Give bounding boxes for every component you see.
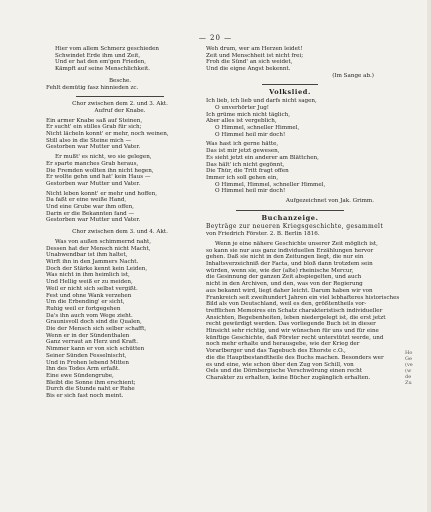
- prose-line: gehen. Daß sie nicht in den Zeitungen liegt, die nur ein: [206, 254, 364, 261]
- notice-body: [206, 240, 400, 382]
- verse-line: Und die eigne Angst bekennt.: [206, 66, 291, 73]
- verse-line: Ein armer Knabe saß auf Steinen,: [46, 117, 143, 124]
- verse-line: Er wollte gehn und hat' kein Haus —: [46, 174, 151, 181]
- verse-line: Dessen hat der Mensch nicht Macht,: [46, 245, 151, 252]
- verse-line: Wirft ihn in den Jammers Nacht.: [46, 258, 139, 265]
- margin-note-line: (w: [405, 368, 412, 374]
- prose-line: künftige Geschichte, daß Förster recht unterstützt werde, und: [206, 334, 384, 341]
- poem-title: Volkslied.: [269, 87, 311, 96]
- section-subheading: Aufruf der Knabe.: [94, 107, 146, 114]
- prose-line: noch mehr erhalte und herausgebe, wie der Krieg der: [206, 341, 360, 348]
- prose-line: Ansichten, Begebenheiten, leben niedergelegt ist, die erst jetzt: [206, 314, 386, 321]
- verse-line: Und er hat den em'gen Frieden,: [55, 59, 147, 66]
- section-divider: [262, 84, 318, 85]
- verse-line: Um die Erbending' er sicht,: [46, 299, 125, 306]
- stage-direction: (Im Sange ab.): [332, 72, 374, 79]
- page-edge: [427, 0, 431, 512]
- margin-note: [405, 350, 425, 386]
- verse-line: Still also in die Steine mich —: [46, 137, 132, 144]
- verse-line: Es sieht jetzt ein anderer am Blättchen,: [206, 154, 319, 161]
- verse-line: Gestorben war Mutter und Vater.: [46, 217, 141, 224]
- verse-line: Ich lieb, ich lieb und darfs nicht sagen,: [206, 98, 317, 105]
- verse-line: Weh drum, wer am Herzen leidet!: [206, 46, 303, 52]
- section-divider: [236, 210, 344, 211]
- poem-signature: Aufgezeichnet von Jak. Grimm.: [285, 198, 374, 205]
- verse-line: Zeit und Menschheit ist nicht frei;: [206, 52, 304, 59]
- prose-line: würden, wenn sie, wie der (alte) rheinische Mercur,: [206, 267, 354, 274]
- verse-line: Die Thür, die Tritt fragt offen: [206, 168, 289, 175]
- verse-line: Hier vom allem Schmerz geschieden: [55, 46, 160, 52]
- verse-line: Das ist mir jetzt gewesen,: [206, 148, 280, 155]
- margin-note-line: (ve: [405, 362, 413, 368]
- prose-line: die die Hauptbestandtheile des Buchs machen. Besonders wer: [206, 354, 384, 361]
- prose-line: trefflichen Memoires ein Schatz charakteristisch individueller: [206, 307, 383, 314]
- verse-line: O Himmel heil mir doch!: [215, 131, 286, 138]
- verse-line: Das hält' ich nicht gegönnt,: [206, 161, 285, 168]
- verse-line: O unverhörter Jug!: [215, 104, 270, 111]
- verse-line: O Himmel, Himmel, schneller Himmel,: [215, 181, 326, 188]
- verse-line: Und in Frohen lebend Mitten: [46, 359, 129, 366]
- verse-line: Ganz verraut an Herz und Kraft.: [46, 339, 139, 346]
- verse-line: Nicht leben konnt' er mehr und hoffen,: [46, 190, 157, 197]
- verse-line: Seiner Sünden Fesselnischt,: [46, 352, 127, 359]
- prose-line: aus bekannt wird, liegt daher leicht. Darum haben wir von: [206, 287, 373, 294]
- verse-line: O Himmel, schneller Himmel,: [215, 125, 300, 132]
- verse-line: Nicht lächeln konnt' er mehr, noch weinen,: [46, 131, 169, 138]
- prose-line: Hinsicht sehr richtig, und wir wünschen für uns und für eine: [206, 328, 379, 335]
- prose-line: nicht in den Archiven, und den, was von der Regierung: [206, 281, 363, 288]
- prose-line: Bild als von Deutschland, weil es den, größtentheils vor-: [206, 301, 367, 308]
- verse-line: Ich grüme mich nicht täglich,: [206, 111, 290, 118]
- margin-note-line: Ge: [405, 356, 412, 362]
- verse-line: Bleibt die Sonne ihm erschient;: [46, 379, 136, 386]
- verse-line: Nimmer kann er von sich schütten: [46, 346, 145, 353]
- prose-line: Inhaltsverzeichniß der Facta, und bloß dann trotzdem sein: [206, 260, 373, 267]
- notice-subtitle: Beyträge zur neueren Kriegsgeschichte, gesammelt: [206, 223, 384, 231]
- verse-line: Und Hellig weiß er zu meiden,: [46, 279, 133, 286]
- verse-line: Doch der Stärke kennt kein Leiden,: [46, 265, 148, 272]
- left-column: [46, 46, 194, 400]
- verse-line: Die Fremden wollten ihn nicht hegen,: [46, 167, 154, 174]
- section-heading: Chor zwischen dem 3. und 4. Akt.: [72, 229, 168, 236]
- verse-line: Er mußt' es nicht, wo sie gelegen,: [55, 154, 152, 161]
- verse-line: Darin er die Bekannten fand —: [46, 210, 135, 217]
- verse-line: Er sucht' ein stilles Grab für sich;: [46, 124, 142, 131]
- verse-line: Ruhig weil er fortgegehen: [46, 305, 121, 312]
- verse-line: Was hast ich gerne hätte,: [206, 141, 279, 148]
- verse-line: Bis er sich fast noch meint.: [46, 393, 124, 400]
- verse-line: Durch die Stunde naht er Ruhe: [46, 386, 135, 393]
- margin-note-line: Zu: [405, 380, 412, 386]
- verse-line: Ihn des Todes Arm erfaßt.: [46, 366, 120, 373]
- verse-line: Was nicht in ihm heimlich ist,: [46, 272, 130, 279]
- prose-line: recht gewürdigt werden. Das vorliegende Buch ist in dieser: [206, 321, 376, 328]
- verse-line: Die der Mensch sich selber schafft,: [46, 326, 147, 333]
- notice-subtitle: von Friedrich Förster. 2. B. Berlin 1816.: [206, 231, 320, 238]
- prose-line: die Gesinnung der ganzen Zeit abspiegelten, und auch: [206, 274, 362, 281]
- verse-line: Graunisvoll doch sind die Qualen,: [46, 319, 142, 326]
- prose-line: es und eine, wie schon über den Zug von Schill, von: [206, 361, 354, 368]
- prose-line: Oels und die Dörnbergische Verschwörung einen recht: [206, 368, 362, 375]
- verse-line: Weil er nicht sich selbst vergißt.: [46, 285, 138, 292]
- verse-line: Gestorben war Mutter und Vater.: [46, 144, 141, 151]
- verse-line: Da's ihn auch vom Wege zieht.: [46, 312, 133, 319]
- margin-note-line: de: [405, 374, 412, 380]
- verse-line: Und eine Grube war ihm offen,: [46, 204, 134, 211]
- section-heading: Chor zwischen dem 2. und 3. Akt.: [72, 101, 168, 108]
- stage-note: Fehlt demütig fasz hinnieden zc.: [46, 84, 139, 91]
- verse-line: Fest und ohne Wank verzehen: [46, 292, 132, 299]
- verse-line: Was von außen schimmernd naht,: [55, 238, 152, 245]
- prose-line: Vorarlberger und das Tagebuch des Ehorste c.O.,: [206, 348, 346, 355]
- verse-line: Froh die Sünd' an sich weidet,: [206, 59, 293, 66]
- verse-line: Immer ich soll gehen ein,: [206, 174, 279, 181]
- verse-line: Aber alles ist vergeblich,: [206, 118, 277, 125]
- verse-line: Gestorben war Mutter und Vater.: [46, 180, 141, 187]
- notice-title: Buchanzeige.: [261, 213, 319, 222]
- prose-line: Wenn je eine nähere Geschichte unserer Zeit möglich ist,: [215, 240, 378, 247]
- verse-line: Unabwendbar ist ihm haltet,: [46, 252, 128, 259]
- verse-line: Schwindet Erde ihm und Zeit,: [55, 52, 141, 59]
- speaker-name: Besche.: [108, 77, 132, 84]
- verse-line: Kämpft auf seine Menschlichkeit.: [55, 66, 151, 73]
- prose-line: Charakter zu erhalten, keine Bücher zugänglich erhalten.: [206, 374, 371, 381]
- right-column: [206, 46, 400, 382]
- prose-line: Frankreich seit zweihundert Jahren ein viel lebhafteres historisches: [206, 294, 400, 301]
- verse-line: O Himmel heil mir doch!: [215, 188, 286, 195]
- verse-line: Eine ewe Sündengrube,: [46, 372, 114, 379]
- page-number: — 20 —: [198, 34, 233, 42]
- margin-note-line: Ho: [405, 350, 413, 356]
- verse-line: Wenn er in der Sündenthalen: [46, 332, 130, 339]
- verse-line: Er sparte manches Grab heraus,: [46, 160, 139, 167]
- prose-line: so kann sie nur aus ganz individuellen Erzählungen hervor: [206, 247, 374, 254]
- verse-line: Da faßt er eine weiße Hand,: [46, 197, 127, 204]
- section-divider: [76, 96, 164, 97]
